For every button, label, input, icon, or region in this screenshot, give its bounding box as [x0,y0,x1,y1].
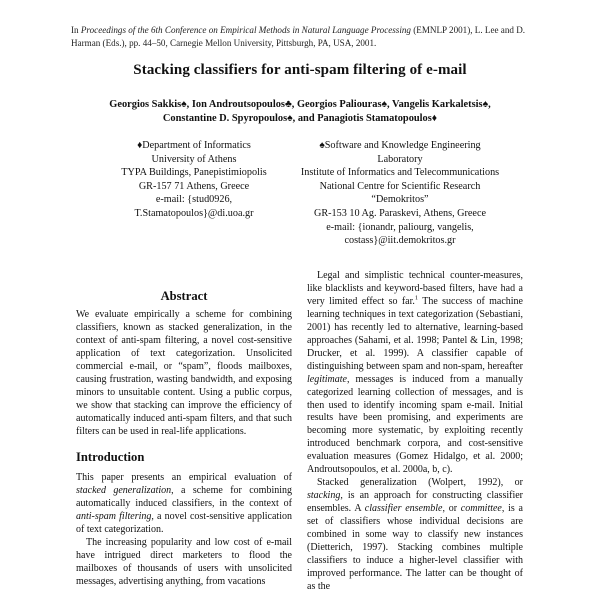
introduction-heading: Introduction [76,450,145,465]
right-column [307,270,523,594]
text-run: The success of machine learning techniques in text categorization (Sebastiani, 2001) has recently led to alternative, learning-based approaches (Sahami, et al. 1998; Pantel & Lin, 1998; Drucker, et al. 1999). A classifier capable of distinguishing between spam and non-spam, hereafter [307,295,523,372]
body-paragraph-2 [307,477,523,594]
affiliation-line: GR-157 71 Athens, Greece [138,180,250,192]
author-line-2: Constantine D. Spyropoulos♠, and Panagiotis Stamatopoulos♦ [162,113,438,124]
text-run: Legal and simplistic technical counter-measures, like blacklists and keyword-based filters, have had a very limited effect so far. [307,270,523,307]
footnote-marker: 1 [414,294,419,302]
affiliation-line: Laboratory [377,153,423,165]
affiliation-line: University of Athens [151,153,237,165]
emphasis-text: stacking [307,490,341,502]
emphasis-text: anti-spam filtering [76,511,152,523]
author-line-1: Georgios Sakkis♠, Ion Androutsopoulos♣, Georgios Paliouras♠, Vangelis Karkaletsis♠, [109,99,491,110]
text-run: , or [442,503,461,515]
emphasis-text: stacked generalization [76,485,172,497]
abstract-text: We evaluate empirically a scheme for combining classifiers, known as stacked generalization, in the context of anti-spam filtering, a novel cost-sensitive application of text categorization. Unsolicited commercial e-mail, or “spam”, floods mailboxes, causing frustration, wasting bandwidth, and exposing minors to unsuitable content. Using a public corpus, we show that stacking can improve the efficiency of automatically induced anti-spam filters, and that such filters can be used in real-life applications. [76,308,292,437]
affiliation-email: e-mail: {stud0926, [155,194,233,206]
text-run: , is a set of classifiers whose individual decisions are combined in some way to classify new instances (Dietterich, 1997). Stacking combines multiple classifiers to induce a higher-level classifier with improved performance. The latter can be thought of as the [307,503,523,592]
affiliation-line: ♦Department of Informatics [137,140,251,151]
affiliation-line: National Centre for Scientific Research [319,180,481,192]
text-run: , is an approach for constructing classifier ensembles. A [307,490,523,515]
author-list [0,98,600,126]
text-run: , messages is induced from a manually categorized learning collection of messages, and is then used to identify incoming spam e-mail. Initial results have been promising, and experiments are becoming more systematic, by exploiting recently introduced benchmark corpora, and cost-sensitive evaluation measures (Gomez Hidalgo, et al. 2000; Androutsopoulos, et al. 2000a, b, c). [307,373,523,476]
emphasis-text: committee [460,503,502,515]
text-run: , a novel cost-sensitive application of text categorization. [76,511,292,536]
left-column [76,290,292,589]
abstract-heading: Abstract [160,289,208,303]
paper-title: Stacking classifiers for anti-spam filtering of e-mail [133,62,467,78]
text-run: , a scheme for combining automatically induced classifiers, in the context of [76,485,292,510]
body-paragraph-1 [307,270,523,477]
proceedings-header [71,24,541,49]
affiliation-line: “Demokritos” [371,194,429,206]
affiliation-right [295,139,505,248]
header-details: (EMNLP 2001), L. Lee and D. Harman (Eds.), pp. 44–50, Carnegie Mellon University, Pittsburgh, PA, USA, 2001. [71,25,526,48]
affiliation-email: costass}@iit.demokritos.gr [344,235,456,247]
introduction-paragraph-1 [76,472,292,537]
emphasis-text: classifier ensemble [364,503,443,515]
header-prefix: In [71,25,81,35]
affiliation-line: Institute of Informatics and Telecommunications [300,167,500,179]
affiliation-email: T.Stamatopoulos}@di.uoa.gr [134,207,254,219]
text-run: Stacked generalization (Wolpert, 1992), or [317,477,523,489]
affiliation-line: TYPA Buildings, Panepistimiopolis [121,167,267,179]
affiliation-email: e-mail: {ionandr, paliourg, vangelis, [326,221,474,233]
emphasis-text: legitimate [307,373,347,385]
affiliation-line: GR-153 10 Ag. Paraskevi, Athens, Greece [313,207,487,219]
header-venue: Proceedings of the 6th Conference on Empirical Methods in Natural Language Processing [80,25,411,35]
affiliation-left [104,139,284,221]
affiliation-line: ♠Software and Knowledge Engineering [319,140,481,151]
text-run: This paper presents an empirical evaluation of [76,472,292,484]
introduction-paragraph-2: The increasing popularity and low cost of e-mail have intrigued direct marketers to flood the mailboxes of thousands of users with unsolicited messages, advertising anything, from vacations [76,537,292,588]
